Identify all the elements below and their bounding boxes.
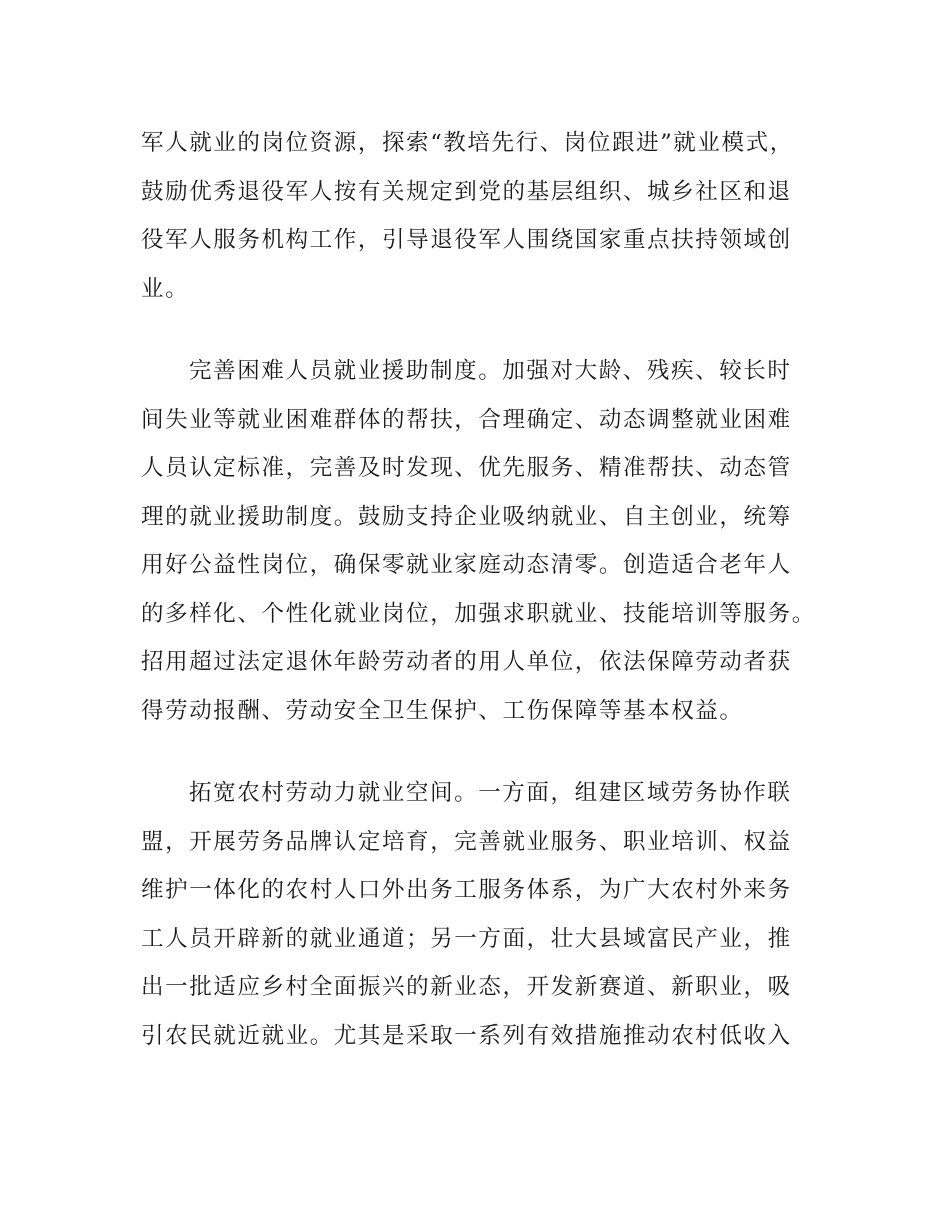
paragraph-line: 用好公益性岗位，确保零就业家庭动态清零。创造适合老年人 (141, 552, 792, 578)
paragraph-line: 人员认定标准，完善及时发现、优先服务、精准帮扶、动态管 (141, 455, 792, 481)
paragraph-line: 招用超过法定退休年龄劳动者的用人单位，依法保障劳动者获 (141, 649, 792, 675)
paragraph-line: 役军人服务机构工作，引导退役军人围绕国家重点扶持领域创 (141, 227, 792, 253)
paragraph-line: 间失业等就业困难群体的帮扶，合理确定、动态调整就业困难 (141, 406, 792, 433)
paragraph-line: 工人员开辟新的就业通道；另一方面，壮大县域富民产业，推 (141, 925, 792, 952)
paragraph-line: 军人就业的岗位资源，探索“教培先行、岗位跟进”就业模式， (141, 130, 794, 156)
paragraph-line: 业。 (141, 275, 190, 302)
paragraph-line: 引农民就近就业。尤其是采取一系列有效措施推动农村低收入 (141, 1022, 792, 1049)
paragraph-line: 理的就业援助制度。鼓励支持企业吸纳就业、自主创业，统筹 (141, 503, 792, 530)
paragraph-line: 完善困难人员就业援助制度。加强对大龄、残疾、较长时 (189, 358, 792, 384)
paragraph-line: 出一批适应乡村全面振兴的新业态，开发新赛道、新职业，吸 (141, 974, 792, 1000)
paragraph-line: 得劳动报酬、劳动安全卫生保护、工伤保障等基本权益。 (141, 697, 744, 724)
paragraph-spacer (141, 313, 831, 347)
paragraph-line: 维护一体化的农村人口外出务工服务体系，为广大农村外来务 (141, 877, 792, 903)
paragraph-line: 的多样化、个性化就业岗位，加强求职就业、技能培训等服务。 (141, 600, 816, 627)
paragraph-veteran-employment (141, 119, 831, 313)
paragraph-line: 鼓励优秀退役军人按有关规定到党的基层组织、城乡社区和退 (141, 178, 792, 205)
paragraph-employment-assistance (141, 347, 831, 735)
paragraph-rural-labor (141, 769, 831, 1060)
paragraph-line: 盟，开展劳务品牌认定培育，完善就业服务、职业培训、权益 (141, 828, 792, 855)
paragraph-spacer (141, 735, 831, 769)
document-body (141, 119, 831, 1060)
paragraph-line: 拓宽农村劳动力就业空间。一方面，组建区域劳务协作联 (189, 780, 792, 806)
